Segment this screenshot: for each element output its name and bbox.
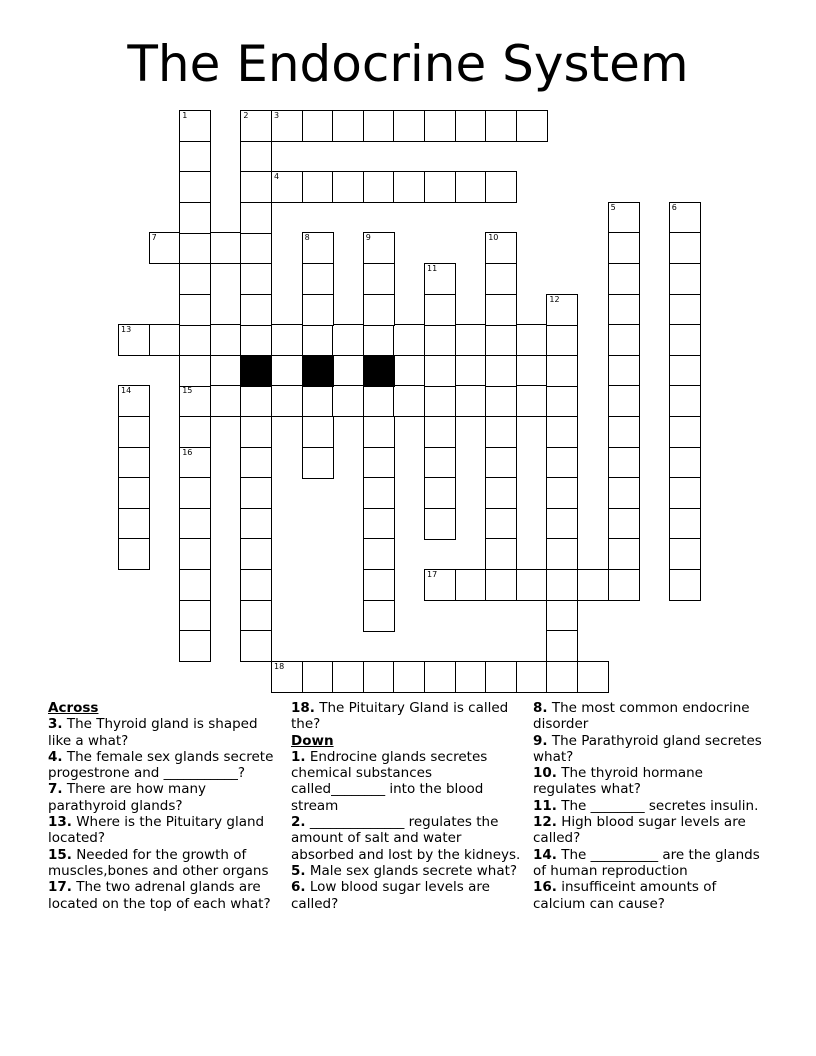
crossword-cell[interactable] — [179, 569, 211, 601]
crossword-cell[interactable] — [669, 508, 701, 540]
crossword-cell[interactable] — [363, 294, 395, 326]
clues-column-2 — [291, 700, 527, 912]
clue-number: 7 — [151, 233, 157, 243]
crossword-cell[interactable] — [240, 232, 272, 264]
crossword-cell[interactable] — [179, 630, 211, 662]
crossword-cell[interactable] — [608, 538, 640, 570]
down-clue-6: 6. Low blood sugar levels are called? — [291, 879, 490, 912]
crossword-cell[interactable] — [240, 294, 272, 326]
crossword-cell[interactable] — [516, 385, 548, 417]
crossword-cell[interactable] — [669, 263, 701, 295]
crossword-cell[interactable] — [179, 385, 211, 417]
crossword-cell[interactable] — [608, 447, 640, 479]
across-clue-7: 7. There are how many parathyroid glands? — [48, 781, 207, 814]
crossword-cell[interactable] — [240, 141, 272, 173]
crossword-cell[interactable] — [118, 538, 150, 570]
crossword-cell[interactable] — [546, 447, 578, 479]
down-clue-14: 14. The __________ are the glands of human reproduction — [533, 846, 760, 879]
crossword-cell[interactable] — [608, 569, 640, 601]
black-square — [363, 355, 395, 387]
crossword-cell[interactable] — [363, 477, 395, 509]
crossword-cell[interactable] — [424, 171, 456, 203]
crossword-cell[interactable] — [424, 263, 456, 295]
crossword-cell[interactable] — [455, 171, 487, 203]
crossword-cell[interactable] — [302, 416, 334, 448]
crossword-cell[interactable] — [332, 385, 364, 417]
crossword-cell[interactable] — [240, 385, 272, 417]
crossword-cell[interactable] — [669, 447, 701, 479]
crossword-cell[interactable] — [363, 232, 395, 264]
crossword-cell[interactable] — [424, 508, 456, 540]
down-clue-10: 10. The thyroid hormane regulates what? — [533, 765, 703, 798]
crossword-cell[interactable] — [485, 294, 517, 326]
crossword-cell[interactable] — [393, 171, 425, 203]
crossword-cell[interactable] — [485, 538, 517, 570]
crossword-cell[interactable] — [240, 569, 272, 601]
crossword-cell[interactable] — [179, 141, 211, 173]
crossword-cell[interactable] — [302, 263, 334, 295]
puzzle-title: The Endocrine System — [127, 35, 689, 93]
clues-column-1 — [48, 700, 284, 912]
down-clue-12: 12. High blood sugar levels are called? — [533, 814, 746, 847]
crossword-cell[interactable] — [179, 202, 211, 234]
crossword-cell[interactable] — [302, 294, 334, 326]
clue-number: 18 — [274, 661, 285, 671]
crossword-cell[interactable] — [424, 416, 456, 448]
crossword-cell[interactable] — [424, 477, 456, 509]
crossword-cell[interactable] — [240, 110, 272, 142]
crossword-cell[interactable] — [455, 569, 487, 601]
crossword-cell[interactable] — [179, 600, 211, 632]
across-clue-17: 17. The two adrenal glands are located on the top of each what? — [48, 879, 271, 912]
crossword-cell[interactable] — [455, 110, 487, 142]
crossword-cell[interactable] — [455, 385, 487, 417]
clue-number: 13 — [121, 325, 132, 335]
crossword-cell[interactable] — [302, 385, 334, 417]
crossword-cell[interactable] — [179, 508, 211, 540]
crossword-cell[interactable] — [485, 110, 517, 142]
crossword-cell[interactable] — [546, 385, 578, 417]
across-clue-18: 18. The Pituitary Gland is called the? — [291, 700, 509, 733]
crossword-cell[interactable] — [149, 324, 181, 356]
black-square — [240, 355, 272, 387]
down-clue-2: 2. ______________ regulates the amount of salt and water absorbed and lost by the kidneys. — [291, 814, 521, 863]
crossword-cell[interactable] — [118, 385, 150, 417]
down-clue-11: 11. The ________ secretes insulin. — [533, 797, 759, 814]
crossword-cell[interactable] — [240, 600, 272, 632]
down-clue-9: 9. The Parathyroid gland secretes what? — [533, 732, 762, 765]
crossword-cell[interactable] — [240, 324, 272, 356]
crossword-cell[interactable] — [546, 477, 578, 509]
crossword-cell[interactable] — [179, 232, 211, 264]
crossword-cell[interactable] — [424, 294, 456, 326]
clue-number: 4 — [274, 172, 280, 182]
crossword-cell[interactable] — [240, 630, 272, 662]
crossword-cell[interactable] — [302, 447, 334, 479]
crossword-cell[interactable] — [271, 385, 303, 417]
crossword-cell[interactable] — [363, 385, 395, 417]
crossword-cell[interactable] — [546, 294, 578, 326]
crossword-cell[interactable] — [608, 416, 640, 448]
crossword-cell[interactable] — [363, 416, 395, 448]
crossword-cell[interactable] — [363, 324, 395, 356]
crossword-cell[interactable] — [546, 508, 578, 540]
crossword-cell[interactable] — [118, 508, 150, 540]
crossword-cell[interactable] — [546, 600, 578, 632]
crossword-cell[interactable] — [393, 324, 425, 356]
crossword-cell[interactable] — [669, 294, 701, 326]
clue-number: 15 — [182, 386, 193, 396]
crossword-cell[interactable] — [485, 447, 517, 479]
crossword-cell[interactable] — [485, 324, 517, 356]
black-square — [302, 355, 334, 387]
crossword-cell[interactable] — [179, 477, 211, 509]
crossword-cell[interactable] — [455, 661, 487, 693]
crossword-cell[interactable] — [149, 232, 181, 264]
crossword-cell[interactable] — [485, 232, 517, 264]
crossword-cell[interactable] — [546, 630, 578, 662]
across-clue-4: 4. The female sex glands secrete progestrone and ___________? — [48, 748, 274, 782]
crossword-cell[interactable] — [608, 324, 640, 356]
crossword-cell[interactable] — [240, 171, 272, 203]
clue-number: 14 — [121, 386, 132, 396]
crossword-cell[interactable] — [179, 171, 211, 203]
crossword-cell[interactable] — [608, 508, 640, 540]
crossword-cell[interactable] — [118, 447, 150, 479]
clue-number: 3 — [274, 111, 280, 120]
crossword-cell[interactable] — [393, 661, 425, 693]
clue-number: 5 — [610, 202, 616, 212]
crossword-cell[interactable] — [608, 263, 640, 295]
crossword-cell[interactable] — [485, 477, 517, 509]
crossword-cell[interactable] — [669, 355, 701, 387]
crossword-cell[interactable] — [240, 447, 272, 479]
down-clue-5: 5. Male sex glands secrete what? — [291, 862, 518, 879]
crossword-cell[interactable] — [302, 232, 334, 264]
crossword-cell[interactable] — [608, 232, 640, 264]
across-heading: Across — [48, 700, 99, 716]
crossword-cell[interactable] — [669, 477, 701, 509]
crossword-cell[interactable] — [516, 110, 548, 142]
clue-number: 17 — [427, 570, 438, 579]
crossword-cell[interactable] — [302, 324, 334, 356]
crossword-cell[interactable] — [393, 385, 425, 417]
crossword-cell[interactable] — [393, 110, 425, 142]
down-clue-8: 8. The most common endocrine disorder — [533, 700, 750, 733]
crossword-cell[interactable] — [546, 416, 578, 448]
crossword-cell[interactable] — [546, 538, 578, 570]
crossword-cell[interactable] — [363, 569, 395, 601]
clues-column-3 — [533, 700, 769, 912]
crossword-cell[interactable] — [485, 263, 517, 295]
crossword-cell[interactable] — [669, 538, 701, 570]
crossword-cell[interactable] — [546, 324, 578, 356]
crossword-cell[interactable] — [271, 171, 303, 203]
crossword-cell[interactable] — [332, 110, 364, 142]
crossword-cell[interactable] — [302, 171, 334, 203]
crossword-cell[interactable] — [179, 110, 211, 142]
crossword-cell[interactable] — [608, 477, 640, 509]
crossword-cell[interactable] — [210, 232, 242, 264]
clue-number: 9 — [365, 233, 371, 243]
crossword-cell[interactable] — [302, 110, 334, 142]
crossword-cell[interactable] — [363, 447, 395, 479]
crossword-cell[interactable] — [577, 661, 609, 693]
crossword-cell[interactable] — [179, 324, 211, 356]
crossword-cell[interactable] — [516, 569, 548, 601]
down-heading: Down — [291, 732, 334, 749]
crossword-cell[interactable] — [485, 508, 517, 540]
crossword-cell[interactable] — [210, 385, 242, 417]
crossword-cell[interactable] — [179, 263, 211, 295]
across-clue-13: 13. Where is the Pituitary gland located? — [48, 814, 265, 847]
crossword-cell[interactable] — [424, 385, 456, 417]
crossword-cell[interactable] — [608, 385, 640, 417]
crossword-cell[interactable] — [577, 569, 609, 601]
crossword-cell[interactable] — [516, 661, 548, 693]
crossword-cell[interactable] — [669, 202, 701, 234]
crossword-cell[interactable] — [455, 324, 487, 356]
crossword-cell[interactable] — [485, 385, 517, 417]
crossword-cell[interactable] — [118, 477, 150, 509]
clue-number: 11 — [427, 264, 438, 273]
across-clue-15: 15. Needed for the growth of muscles,bones and other organs — [48, 846, 269, 879]
crossword-cell[interactable] — [363, 538, 395, 570]
crossword-cell[interactable] — [240, 508, 272, 540]
crossword-cell[interactable] — [485, 171, 517, 203]
crossword-cell[interactable] — [363, 600, 395, 632]
crossword-cell[interactable] — [240, 538, 272, 570]
crossword-cell[interactable] — [485, 416, 517, 448]
crossword-cell[interactable] — [669, 232, 701, 264]
crossword-cell[interactable] — [271, 110, 303, 142]
crossword-cell[interactable] — [363, 263, 395, 295]
crossword-cell[interactable] — [210, 324, 242, 356]
clue-number: 10 — [488, 233, 499, 243]
crossword-cell[interactable] — [179, 447, 211, 479]
across-clue-3: 3. The Thyroid gland is shaped like a what? — [48, 716, 258, 749]
crossword-cell[interactable] — [363, 508, 395, 540]
crossword-cell[interactable] — [669, 569, 701, 601]
crossword-cell[interactable] — [424, 569, 456, 601]
crossword-cell[interactable] — [332, 171, 364, 203]
crossword-cell[interactable] — [363, 110, 395, 142]
crossword-cell[interactable] — [485, 661, 517, 693]
crossword-cell[interactable] — [546, 661, 578, 693]
down-clue-1: 1. Endrocine glands secretes chemical substances called________ into the blood stream — [291, 748, 488, 814]
crossword-cell[interactable] — [516, 324, 548, 356]
crossword-cell[interactable] — [271, 661, 303, 693]
crossword-cell[interactable] — [240, 202, 272, 234]
crossword-cell[interactable] — [118, 416, 150, 448]
crossword-cell[interactable] — [608, 355, 640, 387]
crossword-cell[interactable] — [363, 171, 395, 203]
crossword-cell[interactable] — [179, 294, 211, 326]
clue-number: 6 — [671, 202, 677, 212]
crossword-cell[interactable] — [240, 477, 272, 509]
crossword-cell[interactable] — [332, 661, 364, 693]
crossword-cell[interactable] — [424, 661, 456, 693]
crossword-cell[interactable] — [485, 355, 517, 387]
crossword-cell[interactable] — [179, 355, 211, 387]
crossword-cell[interactable] — [669, 416, 701, 448]
clue-number: 12 — [549, 294, 560, 304]
crossword-cell[interactable] — [669, 385, 701, 417]
crossword-cell[interactable] — [546, 569, 578, 601]
clue-number: 16 — [182, 447, 193, 457]
crossword-cell[interactable] — [608, 202, 640, 234]
crossword-cell[interactable] — [608, 294, 640, 326]
down-clue-16: 16. insufficeint amounts of calcium can cause? — [533, 879, 717, 912]
crossword-cell[interactable] — [240, 263, 272, 295]
crossword-cell[interactable] — [118, 324, 150, 356]
crossword-cell[interactable] — [363, 661, 395, 693]
crossword-cell[interactable] — [424, 447, 456, 479]
crossword-cell[interactable] — [240, 416, 272, 448]
crossword-cell[interactable] — [271, 324, 303, 356]
crossword-cell[interactable] — [485, 569, 517, 601]
clue-number: 8 — [304, 233, 310, 243]
crossword-cell[interactable] — [669, 324, 701, 356]
crossword-cell[interactable] — [332, 324, 364, 356]
clue-number: 2 — [243, 111, 249, 120]
clue-number: 1 — [182, 111, 188, 120]
crossword-cell[interactable] — [424, 324, 456, 356]
crossword-cell[interactable] — [424, 355, 456, 387]
crossword-cell[interactable] — [546, 355, 578, 387]
crossword-cell[interactable] — [424, 110, 456, 142]
crossword-cell[interactable] — [179, 538, 211, 570]
crossword-cell[interactable] — [179, 416, 211, 448]
crossword-cell[interactable] — [302, 661, 334, 693]
